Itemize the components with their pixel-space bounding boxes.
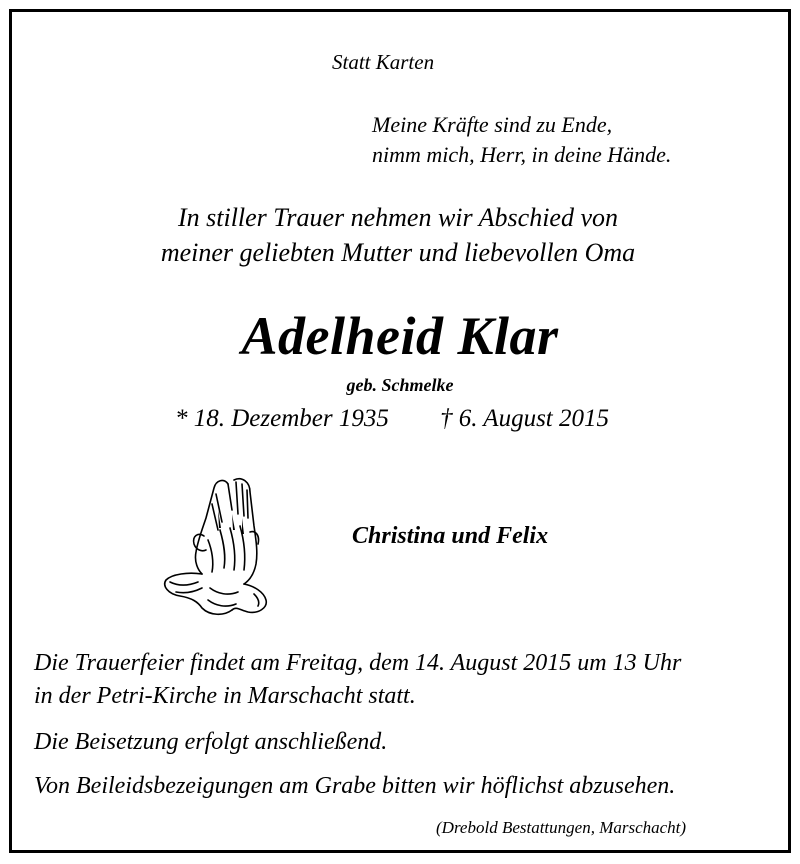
birth-date: * 18. Dezember 1935 [175,405,389,432]
verse-line-1: Meine Kräfte sind zu Ende, [372,112,613,137]
deceased-name: Adelheid Klar [241,306,559,366]
burial-info: Die Beisetzung erfolgt anschließend. [34,729,388,755]
undertaker-credit: (Drebold Bestattungen, Marschacht) [436,818,687,837]
verse-line-2: nimm mich, Herr, in deine Hände. [372,142,672,167]
mourning-line-2: meiner geliebten Mutter und liebevollen Oma [160,238,636,267]
condolence-request: Von Beileidsbezeigungen am Grabe bitten wir höflichst abzusehen. [34,773,676,799]
funeral-info-line-1: Die Trauerfeier findet am Freitag, dem 14. August 2015 um 13 Uhr [34,650,682,676]
funeral-info-line-2: in der Petri-Kirche in Marschacht statt. [34,683,416,709]
praying-hands-icon [158,470,276,618]
mourning-line-1: In stiller Trauer nehmen wir Abschied von [177,203,619,232]
death-date: † 6. August 2015 [440,405,609,432]
mourners-names: Christina und Felix [352,523,549,549]
intro-text: Statt Karten [332,50,435,74]
birth-name: geb. Schmelke [346,375,454,395]
